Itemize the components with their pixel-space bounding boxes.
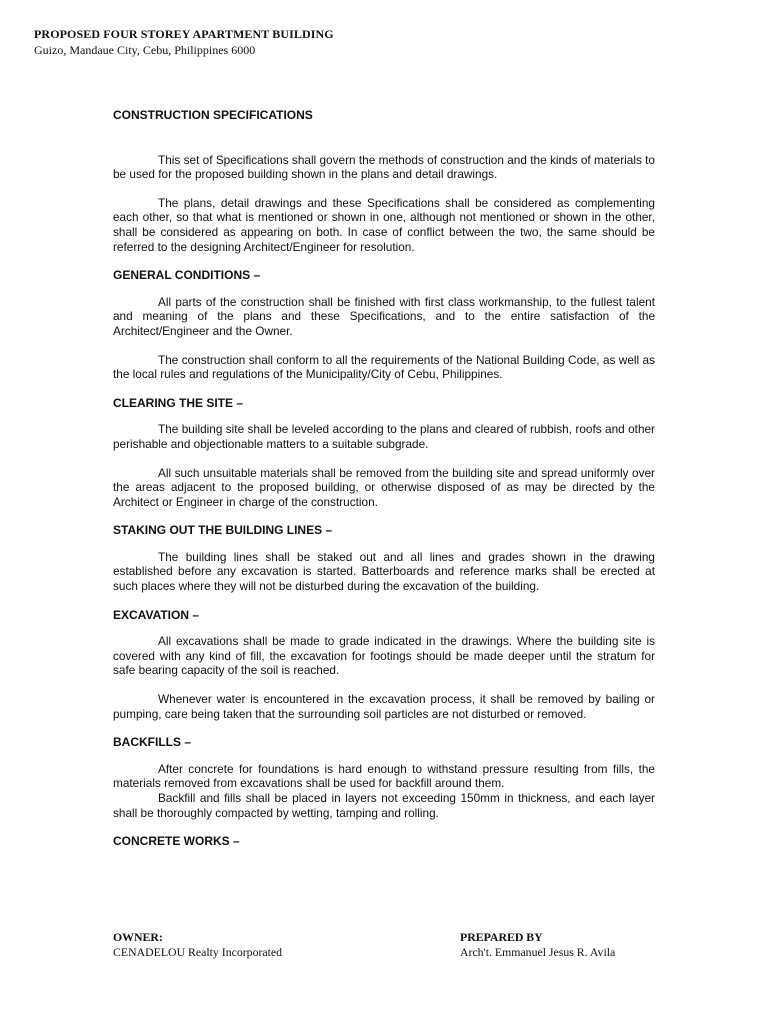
section-heading-backfills: BACKFILLS –	[113, 735, 191, 750]
owner-block	[113, 930, 282, 960]
prepared-by-block	[460, 930, 615, 960]
backfills-paragraph-1: After concrete for foundations is hard enough to withstand pressure resulting from fills, the materials removed from excavations shall be used for backfill around them.	[113, 761, 655, 791]
project-title: PROPOSED FOUR STOREY APARTMENT BUILDING	[34, 27, 334, 41]
excavation-paragraph-1: All excavations shall be made to grade indicated in the drawings. Where the building site is covered with any kind of fill, the excavation for footings should be made deeper until the stratum for safe bearing capacity of the soil is reached.	[113, 634, 655, 678]
section-heading-general-conditions: GENERAL CONDITIONS –	[113, 268, 261, 283]
excavation-paragraph-2: Whenever water is encountered in the excavation process, it shall be removed by bailing or pumping, care being taken that the surrounding soil particles are not disturbed or removed.	[113, 692, 655, 721]
section-heading-clearing-site: CLEARING THE SITE –	[113, 395, 244, 410]
prepared-by-label: PREPARED BY	[460, 930, 543, 944]
clearing-site-paragraph-1: The building site shall be leveled according to the plans and cleared of rubbish, roofs and other perishable and objectionable matters to a suitable subgrade.	[113, 422, 655, 451]
project-location: Guizo, Mandaue City, Cebu, Philippines 6000	[34, 43, 256, 57]
section-heading-excavation: EXCAVATION –	[113, 607, 200, 622]
general-conditions-paragraph-1: All parts of the construction shall be finished with first class workmanship, to the fullest talent and meaning of the plans and these Specifications, and to the entire satisfaction of the Architect/Engineer and the Owner.	[113, 294, 655, 338]
specification-body	[113, 108, 655, 861]
prepared-by-name: Arch't. Emmanuel Jesus R. Avila	[460, 945, 616, 959]
staking-out-paragraph-1: The building lines shall be staked out and all lines and grades shown in the drawing established before any excavation is started. Batterboards and reference marks shall be erected at such places where they will not be disturbed during the excavation of the building.	[113, 549, 655, 594]
owner-label: OWNER:	[113, 930, 163, 944]
general-conditions-paragraph-2: The construction shall conform to all the requirements of the National Building Code, as well as the local rules and regulations of the Municipality/City of Cebu, Philippines.	[113, 352, 655, 382]
backfills-paragraph-2: Backfill and fills shall be placed in layers not exceeding 150mm in thickness, and each layer shall be thoroughly compacted by wetting, tamping and rolling.	[113, 791, 655, 820]
section-heading-concrete-works: CONCRETE WORKS –	[113, 834, 240, 849]
intro-paragraph-1: This set of Specifications shall govern the methods of construction and the kinds of materials to be used for the proposed building shown in the plans and detail drawings.	[113, 152, 655, 182]
intro-paragraph-2: The plans, detail drawings and these Specifications shall be considered as complementing each other, so that what is mentioned or shown in one, although not mentioned or shown in the other, shall be considered as appearing on both. In case of conflict between the two, the same should be referred to the designing Architect/Engineer for resolution.	[113, 195, 655, 254]
clearing-site-paragraph-2: All such unsuitable materials shall be removed from the building site and spread uniformly over the areas adjacent to the proposed building, or otherwise disposed of as may be directed by the Architect or Engineer in charge of the construction.	[113, 465, 655, 509]
section-heading-staking-out: STAKING OUT THE BUILDING LINES –	[113, 523, 333, 538]
owner-name: CENADELOU Realty Incorporated	[113, 945, 283, 959]
document-header	[34, 26, 734, 58]
main-heading: CONSTRUCTION SPECIFICATIONS	[113, 108, 313, 122]
